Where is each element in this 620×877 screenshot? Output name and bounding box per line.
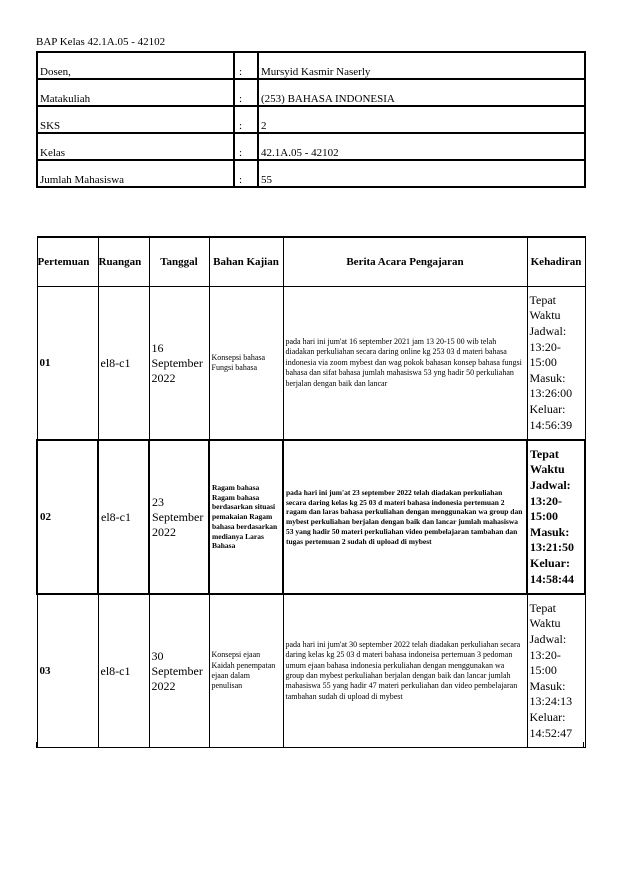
kehadiran-line: 13:20- xyxy=(530,493,562,508)
kehadiran-line: Waktu xyxy=(530,462,565,477)
kehadiran-line: Tepat xyxy=(530,446,559,461)
cell-bahan-kajian: Ragam bahasa Ragam bahasa berdasarkan situasi pemakaian Ragam bahasa berdasarkan medianya Laras Bahasa xyxy=(209,440,283,594)
info-row-matakuliah xyxy=(37,79,585,106)
cell-kehadiran xyxy=(527,440,585,594)
kehadiran-line: Keluar: xyxy=(530,555,570,570)
kehadiran-line: Tepat xyxy=(529,600,556,615)
kehadiran-line: Waktu xyxy=(529,308,561,323)
info-label: Dosen, xyxy=(37,52,234,79)
kehadiran-line: Waktu xyxy=(529,616,561,631)
attendance-table xyxy=(36,236,586,748)
header-pertemuan: Pertemuan xyxy=(37,237,98,287)
info-label: Matakuliah xyxy=(37,79,234,106)
kehadiran-line: Masuk: xyxy=(529,678,566,693)
kehadiran-line: Masuk: xyxy=(529,370,566,385)
info-value: 42.1A.05 - 42102 xyxy=(258,133,585,160)
cell-pertemuan: 03 xyxy=(37,594,98,748)
cell-ruangan: el8-c1 xyxy=(98,440,149,594)
cell-ruangan: el8-c1 xyxy=(98,594,149,748)
info-colon: : xyxy=(234,133,258,160)
kehadiran-line: 15:00 xyxy=(529,663,557,678)
cell-bahan-kajian: Konsepsi bahasa Fungsi bahasa xyxy=(209,287,283,441)
info-value: Mursyid Kasmir Naserly xyxy=(258,52,585,79)
header-berita-acara: Berita Acara Pengajaran xyxy=(283,237,527,287)
info-value: (253) BAHASA INDONESIA xyxy=(258,79,585,106)
kehadiran-line: 13:20- xyxy=(529,647,561,662)
cell-pertemuan: 01 xyxy=(37,287,98,441)
kehadiran-line: 13:20- xyxy=(529,339,561,354)
info-colon: : xyxy=(234,160,258,187)
info-label: Kelas xyxy=(37,133,234,160)
header-bahan-kajian: Bahan Kajian xyxy=(209,237,283,287)
info-label: SKS xyxy=(37,106,234,133)
table-row xyxy=(37,440,585,594)
cell-berita-acara: pada hari ini jum'at 16 september 2021 jam 13 20-15 00 wib telah diadakan perkuliahan secara daring online kg 253 03 d materi bahasa indonesia via zoom mybest dan wag pokok bahasan konsep bahasa fungsi bahasa dan sifat bahasa jumlah mahasiswa 53 yng hadir 50 perkuliahan berjalan dengan baik dan lancar xyxy=(283,287,527,441)
info-row-sks xyxy=(37,106,585,133)
cell-kehadiran xyxy=(527,287,585,441)
info-row-dosen xyxy=(37,52,585,79)
info-row-kelas xyxy=(37,133,585,160)
cell-bahan-kajian: Konsepsi ejaan Kaidah penempatan ejaan dalam penulisan xyxy=(209,594,283,748)
document-title: BAP Kelas 42.1A.05 - 42102 xyxy=(36,36,166,48)
kehadiran-line: 14:56:39 xyxy=(529,417,573,432)
info-colon: : xyxy=(234,79,258,106)
cell-pertemuan: 02 xyxy=(37,440,98,594)
kehadiran-line: Masuk: xyxy=(530,524,570,539)
kehadiran-line: Jadwal: xyxy=(529,324,567,339)
table-continuation xyxy=(36,742,584,748)
table-row xyxy=(37,594,585,748)
cell-tanggal: 23 September 2022 xyxy=(149,440,209,594)
info-value: 55 xyxy=(258,160,585,187)
kehadiran-line: 15:00 xyxy=(530,509,558,524)
cell-berita-acara: pada hari ini jum'at 30 september 2022 telah diadakan perkuliahan secara daring kelas kg 25 03 d materi bahasa indoneisa pertemuan 3 pedoman umum ejaan bahasa indonesia perkuliahan dengan menggunakan wa group dan mybest perkuliahan berjalan dengan baik dan lancar jumlah mahasiswa 55 yang hadir 47 materi perkuliahan dan video pembelajaran tambahan sudah di upload di mybest xyxy=(283,594,527,748)
kehadiran-line: 15:00 xyxy=(529,355,557,370)
kehadiran-line: Keluar: xyxy=(529,709,566,724)
header-tanggal: Tanggal xyxy=(149,237,209,287)
kehadiran-line: Jadwal: xyxy=(529,632,567,647)
header-ruangan: Ruangan xyxy=(98,237,149,287)
cell-kehadiran xyxy=(527,594,585,748)
kehadiran-line: 13:21:50 xyxy=(530,540,574,555)
info-colon: : xyxy=(234,106,258,133)
kehadiran-line: 14:52:47 xyxy=(529,725,573,740)
cell-tanggal: 30 September 2022 xyxy=(149,594,209,748)
info-table xyxy=(36,51,586,188)
header-kehadiran: Kehadiran xyxy=(527,237,585,287)
info-label: Jumlah Mahasiswa xyxy=(37,160,234,187)
kehadiran-line: Keluar: xyxy=(529,401,566,416)
kehadiran-line: Jadwal: xyxy=(530,478,571,493)
cell-berita-acara: pada hari ini jum'at 23 september 2022 telah diadakan perkuliahan secara daring kelas kg 25 03 d materi bahasa indonesia pertemuan 2 ragam dan laras bahasa perkuliahan dengan menggunakan wa group dan mybest perkuliahan berjalan dengan baik dan lancar jumlah mahasiswa 53 yang hadir 50 materi perkuliahan video pembelajaran tambahan dan tugas pertemuan 2 sudah di upload di mybest xyxy=(283,440,527,594)
info-row-jumlah-mahasiswa xyxy=(37,160,585,187)
kehadiran-line: Tepat xyxy=(529,292,556,307)
info-value: 2 xyxy=(258,106,585,133)
cell-tanggal: 16 September 2022 xyxy=(149,287,209,441)
table-header-row xyxy=(37,237,585,287)
kehadiran-line: 13:26:00 xyxy=(529,386,573,401)
cell-ruangan: el8-c1 xyxy=(98,287,149,441)
table-row xyxy=(37,287,585,441)
kehadiran-line: 13:24:13 xyxy=(529,694,573,709)
info-colon: : xyxy=(234,52,258,79)
kehadiran-line: 14:58:44 xyxy=(530,571,574,586)
